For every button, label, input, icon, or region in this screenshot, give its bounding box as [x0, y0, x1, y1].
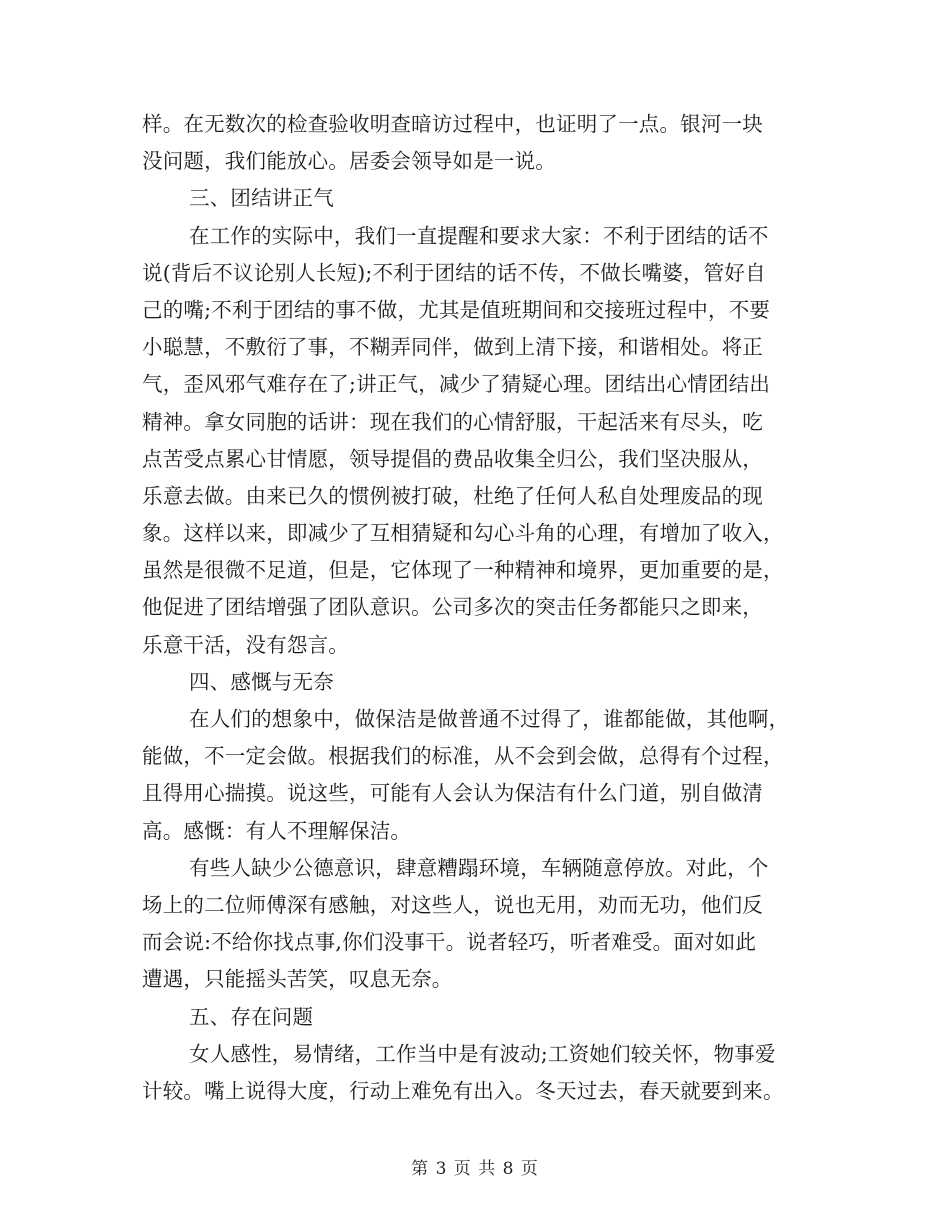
text-line: 虽然是很微不足道，但是，它体现了一种精神和境界，更加重要的是， [142, 558, 784, 583]
text-line: 计较。嘴上说得大度，行动上难免有出入。冬天过去，春天就要到来。 [142, 1078, 784, 1103]
text-line: 三、团结讲正气 [189, 186, 334, 211]
text-line: 有些人缺少公德意识，肆意糟蹋环境，车辆随意停放。对此，个 [189, 855, 769, 880]
page-number-footer: 第 3 页 共 8 页 [411, 1159, 539, 1179]
text-line: 说(背后不议论别人长短);不利于团结的话不传，不做长嘴婆，管好自 [142, 260, 766, 285]
document-body [142, 106, 806, 1110]
text-line: 高。感慨：有人不理解保洁。 [142, 818, 412, 843]
text-line: 没问题，我们能放心。居委会领导如是一说。 [142, 149, 556, 174]
text-line: 场上的二位师傅深有感触，对这些人，说也无用，劝而无功，他们反 [142, 892, 763, 917]
text-line: 精神。拿女同胞的话讲：现在我们的心情舒服，干起活来有尽头，吃 [142, 409, 763, 434]
text-line: 气，歪风邪气难存在了;讲正气，减少了猜疑心理。团结出心情团结出 [142, 372, 771, 397]
text-line: 四、感慨与无奈 [189, 669, 334, 694]
text-line: 小聪慧，不敷衍了事，不糊弄同伴，做到上清下接，和谐相处。将正 [142, 335, 763, 360]
text-line: 样。在无数次的检查验收明查暗访过程中，也证明了一点。银河一块 [142, 112, 763, 136]
text-line: 而会说:不给你找点事,你们没事干。说者轻巧，听者难受。面对如此 [142, 930, 757, 955]
text-line: 乐意干活，没有怨言。 [142, 632, 349, 657]
text-line: 点苦受点累心甘情愿，领导提倡的费品收集全归公，我们坚决服从， [142, 446, 763, 471]
text-line: 在人们的想象中，做保洁是做普通不过得了，谁都能做，其他啊， [189, 707, 790, 731]
text-line: 能做，不一定会做。根据我们的标准，从不会到会做，总得有个过程， [142, 744, 784, 769]
text-line: 女人感性，易情绪，工作当中是有波动;工资她们较关怀，物事爱 [189, 1041, 776, 1066]
text-line: 遭遇，只能摇头苦笑，叹息无奈。 [142, 967, 453, 992]
text-line: 乐意去做。由来已久的惯例被打破，杜绝了任何人私自处理废品的现 [142, 483, 763, 508]
text-line: 他促进了团结增强了团队意识。公司多次的突击任务都能只之即来， [142, 595, 763, 620]
text-line: 在工作的实际中，我们一直提醒和要求大家：不利于团结的话不 [189, 223, 769, 248]
text-line: 五、存在问题 [189, 1004, 314, 1029]
text-line: 己的嘴;不利于团结的事不做，尤其是值班期间和交接班过程中，不要 [142, 297, 771, 322]
text-line: 象。这样以来，即减少了互相猜疑和勾心斗角的心理，有增加了收入， [142, 521, 784, 546]
text-line: 且得用心揣摸。说这些，可能有人会认为保洁有什么门道，别自做清 [142, 781, 763, 806]
